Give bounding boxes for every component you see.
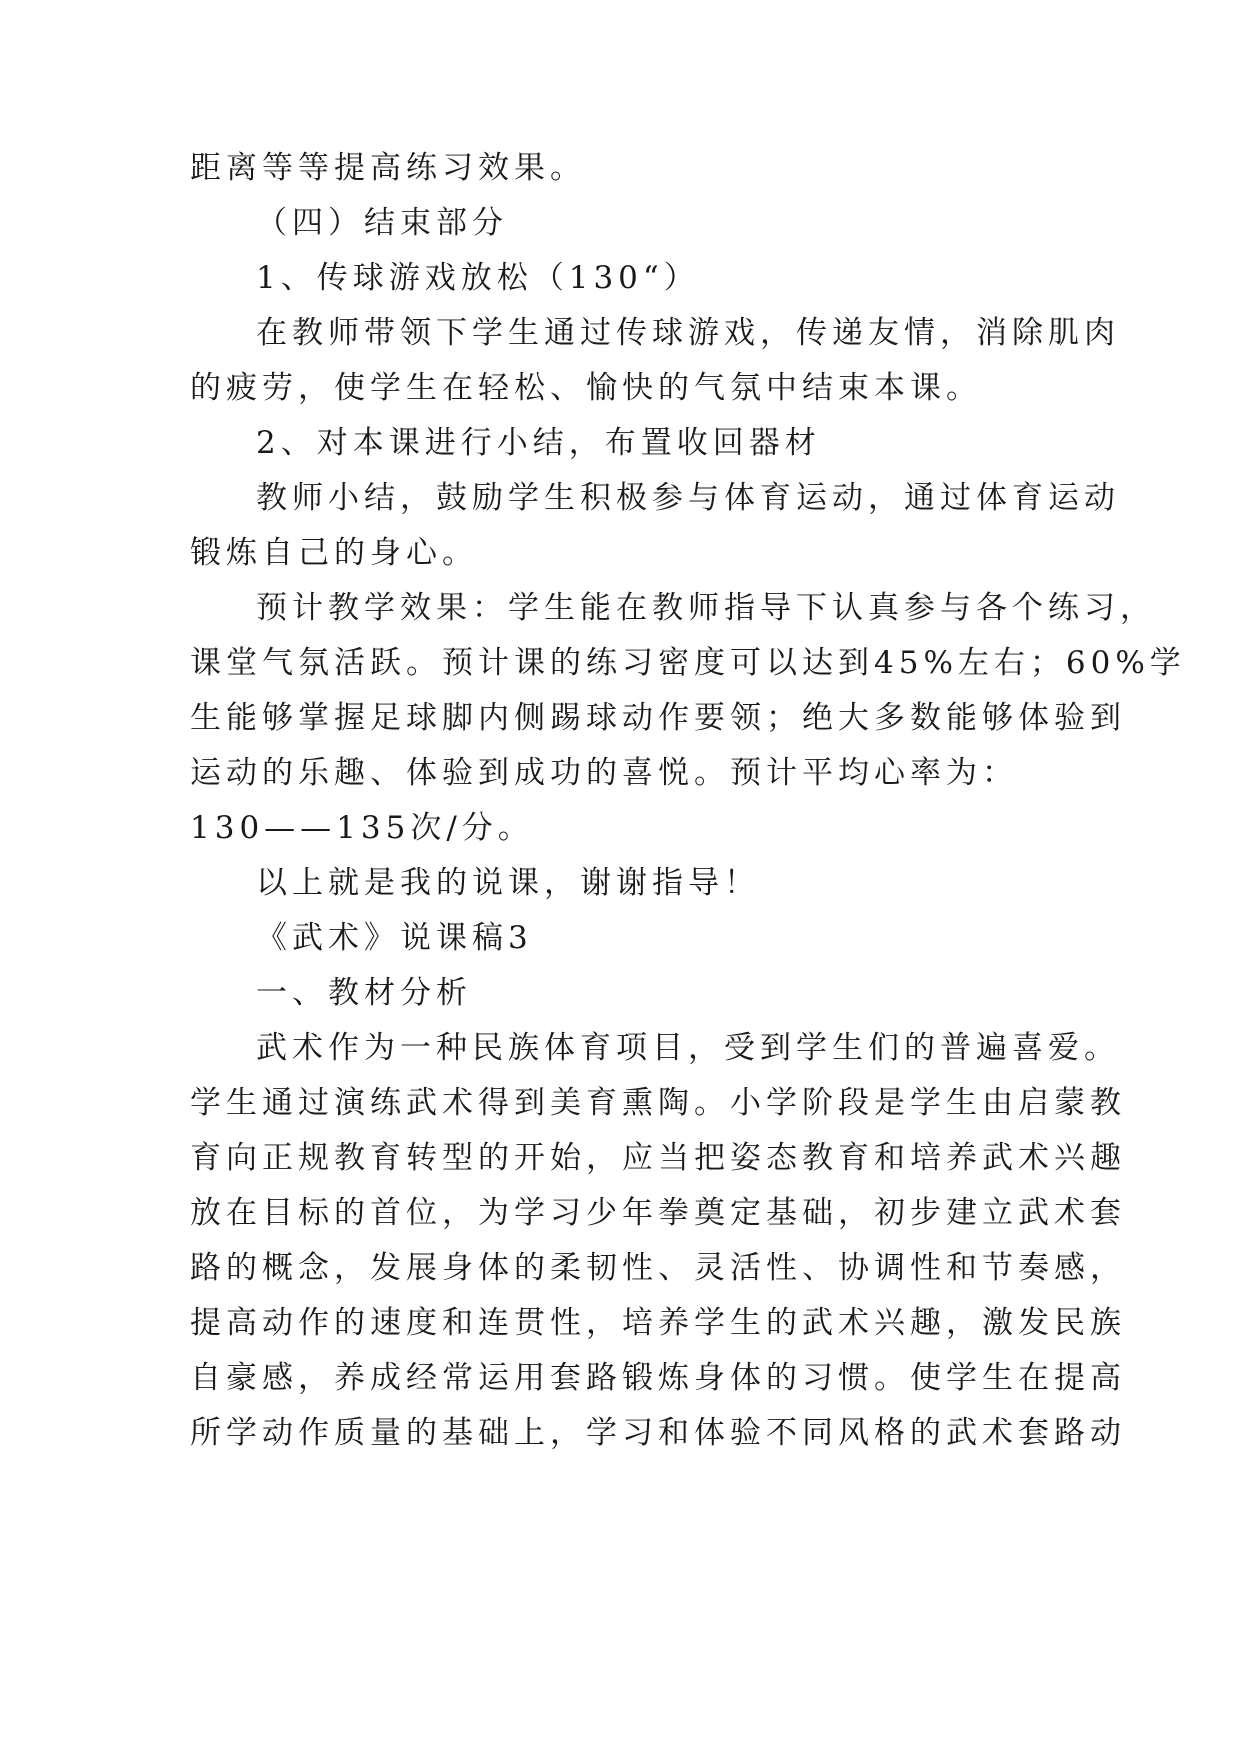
paragraph-line: 学生通过演练武术得到美育熏陶。小学阶段是学生由启蒙教 (190, 1085, 1126, 1121)
paragraph-line: 在教师带领下学生通过传球游戏，传递友情，消除肌肉 (256, 315, 1120, 351)
paragraph-line: 生能够掌握足球脚内侧踢球动作要领；绝大多数能够体验到 (190, 700, 1126, 736)
paragraph-line: 所学动作质量的基础上，学习和体验不同风格的武术套路动 (190, 1415, 1126, 1451)
subsection-heading: 1、传球游戏放松（130“） (256, 260, 700, 296)
paragraph-line: 路的概念，发展身体的柔韧性、灵活性、协调性和节奏感， (190, 1250, 1126, 1286)
paragraph-line: 自豪感，养成经常运用套路锻炼身体的习惯。使学生在提高 (190, 1360, 1126, 1396)
paragraph-line: 预计教学效果：学生能在教师指导下认真参与各个练习， (256, 590, 1156, 626)
paragraph-line: 130——135次/分。 (190, 810, 534, 846)
document-title: 《武术》说课稿3 (256, 920, 533, 956)
paragraph-line: 运动的乐趣、体验到成功的喜悦。预计平均心率为： (190, 755, 1018, 791)
paragraph-line: 锻炼自己的身心。 (190, 535, 478, 571)
paragraph-line: 的疲劳，使学生在轻松、愉快的气氛中结束本课。 (190, 370, 982, 406)
paragraph-line: 以上就是我的说课，谢谢指导！ (256, 865, 760, 901)
paragraph-line: 教师小结，鼓励学生积极参与体育运动，通过体育运动 (256, 480, 1120, 516)
section-heading: （四）结束部分 (256, 205, 508, 241)
paragraph-line: 课堂气氛活跃。预计课的练习密度可以达到45%左右；60%学 (190, 645, 1186, 681)
paragraph-line: 放在目标的首位，为学习少年拳奠定基础，初步建立武术套 (190, 1195, 1126, 1231)
subsection-heading: 2、对本课进行小结，布置收回器材 (256, 425, 821, 461)
section-heading: 一、教材分析 (256, 975, 472, 1011)
paragraph-line: 提高动作的速度和连贯性，培养学生的武术兴趣，激发民族 (190, 1305, 1126, 1341)
paragraph-line: 武术作为一种民族体育项目，受到学生们的普遍喜爱。 (256, 1030, 1120, 1066)
paragraph-line: 距离等等提高练习效果。 (190, 150, 586, 186)
paragraph-line: 育向正规教育转型的开始，应当把姿态教育和培养武术兴趣 (190, 1140, 1126, 1176)
